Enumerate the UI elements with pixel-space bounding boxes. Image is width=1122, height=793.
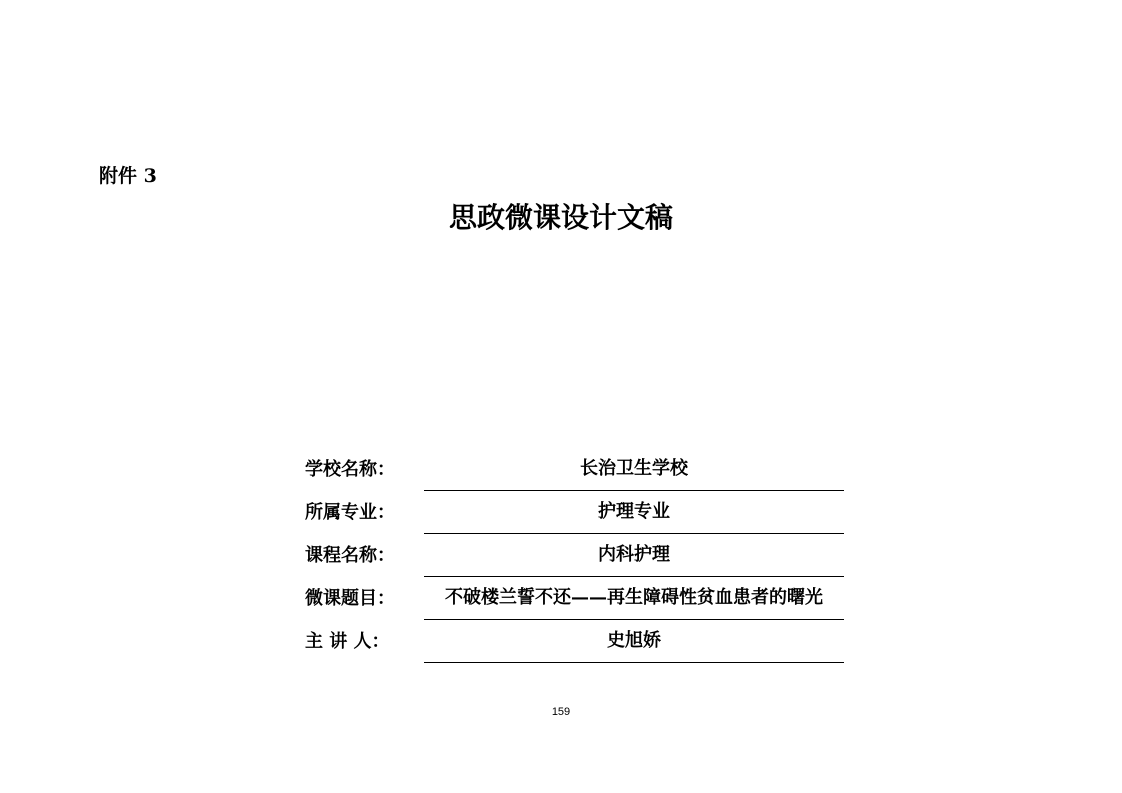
info-row-course xyxy=(305,534,845,577)
page-number: 159 xyxy=(551,706,571,718)
micro-course-topic-value: 不破楼兰誓不还——再生障碍性贫血患者的曙光 xyxy=(424,577,844,620)
document-title: 思政微课设计文稿 xyxy=(448,201,673,234)
info-row-lecturer xyxy=(305,620,845,663)
info-row-major xyxy=(305,491,845,534)
info-row-topic xyxy=(305,577,845,620)
major-value: 护理专业 xyxy=(424,491,844,534)
micro-course-topic-label: 微课题目： xyxy=(305,588,395,609)
cover-info-table xyxy=(305,448,845,663)
school-name-label: 学校名称： xyxy=(305,459,395,480)
course-name-label: 课程名称： xyxy=(305,545,395,566)
lecturer-label: 主 讲 人： xyxy=(305,631,390,652)
info-row-school xyxy=(305,448,845,491)
major-label: 所属专业： xyxy=(305,502,395,523)
school-name-value: 长治卫生学校 xyxy=(424,448,844,491)
course-name-value: 内科护理 xyxy=(424,534,844,577)
lecturer-value: 史旭娇 xyxy=(424,620,844,663)
attachment-label: 附件 3 xyxy=(99,165,157,187)
